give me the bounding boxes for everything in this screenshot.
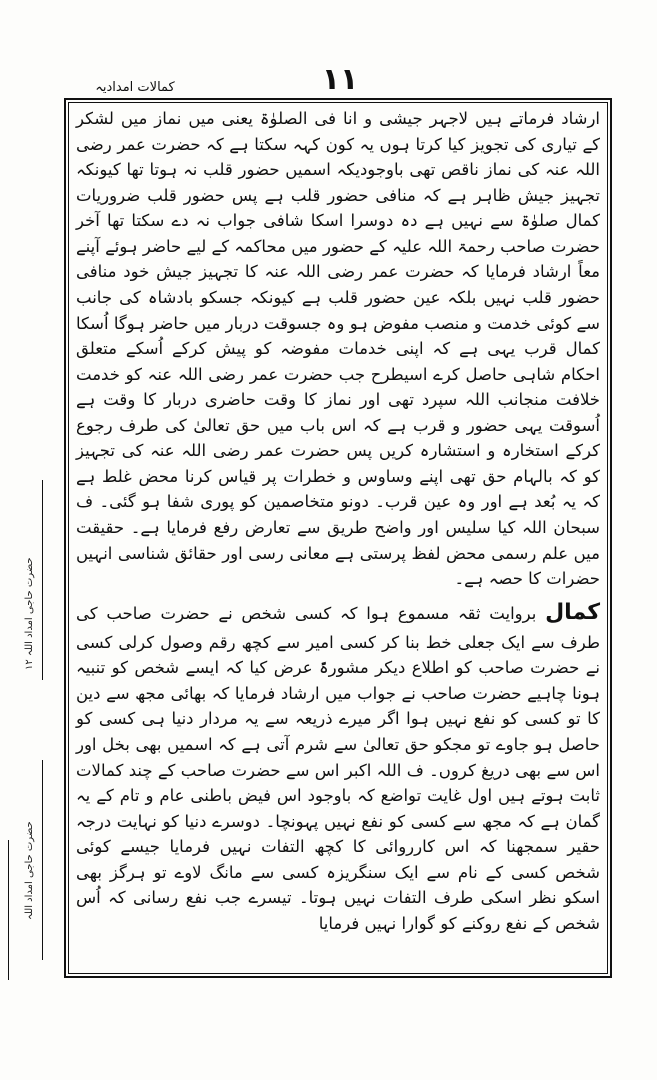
- paragraph: [76, 596, 600, 937]
- running-head: کمالات امدادیہ: [95, 80, 175, 95]
- page-number: ۱۱: [321, 62, 359, 97]
- paragraph: ارشاد فرماتے ہیں لاجہر جیشی و انا فی الصلوٰۃ یعنی میں نماز میں لشکر کے تیاری کی تجویز کیا کرتا ہوں یہ کون کہہ سکتا ہے کہ حضرت عمر رضی اللہ عنہ کی نماز ناقص تھی باوجودیکہ اسمیں حضور قلب نہ ہوتا تھا کیونکہ تجہیز جیش ظاہر ہے کہ منافی حضور قلب ہے پس حضور قلب ضروریات کمال صلوٰۃ سے نہیں ہے دہ دوسرا اسکا شافی جواب نہ دے سکتا تھا آخر حضرت صاحب رحمۃ اللہ علیہ کے حضور میں محاکمہ کے لیے حاضر ہوئے آپنے معاً ارشاد فرمایا کہ حضرت عمر رضی اللہ عنہ کا تجہیز جیش خود منافی حضور قلب نہیں بلکہ عین حضور قلب ہے کیونکہ جسکو بادشاہ کی جانب سے کوئی خدمت و منصب مفوض ہو وہ جسوقت دربار میں حاضر ہوگا اُسکا کمال قرب یہی ہے کہ اپنی خدمات مفوضہ کو پیش کرکے اُسکے متعلق احکام شاہی حاصل کرے اسیطرح جب حضرت عمر رضی اللہ عنہ کو خدمت خلافت منجانب اللہ سپرد تھی اور نماز کا وقت حاضری دربار کا وقت ہے اُسوقت یہی حضور و قرب ہے کہ اس باب میں حق تعالیٰ کی طرف رجوع کرکے استخارہ و استشارہ کریں پس حضرت عمر رضی اللہ عنہ کی تجہیز کو کہ بالہام حق تھی اپنے وساوس و خطرات پر قیاس کرنا محض غلط ہے کہ یہ بُعد ہے اور وہ عین قرب۔ دونو متخاصمین کو پوری شفا ہو گئی۔ ف سبحان اللہ کیا سلیس اور واضح طریق سے تعارض رفع فرمایا ہے۔ حقیقت میں علم رسمی محض لفظ پرستی ہے معانی رسی اور حقائق شناسی انہیں حضرات کا حصہ ہے۔: [76, 109, 600, 589]
- paragraph-text: بروایت ثقہ مسموع ہوا کہ کسی شخص نے حضرت صاحب کی طرف سے ایک جعلی خط بنا کر کسی امیر سے کچھ رقم وصول کرلی کسی نے حضرت صاحب کو اطلاع دیکر مشورۃً عرض کیا کہ ایسے شخص کو تنبیہ ہونا چاہیے حضرت صاحب نے جواب میں ارشاد فرمایا کہ بھائی مجھ سے دین کا تو کسی کو نفع نہیں ہوا اگر میرے ذریعہ سے یہ مردار دنیا ہی کسی کو حاصل ہو جاوے تو مجکو حق تعالیٰ سے شرم آتی ہے کہ اسمیں بھی بخل اور اس سے بھی دریغ کروں۔ ف اللہ اکبر اس سے حضرت صاحب کے چند کمالات ثابت ہوتے ہیں اول غایت تواضع کہ باوجود اس فیض باطنی عام و تام کے یہ گمان ہے کہ مجھ سے کسی کو نفع نہیں پہونچا۔ دوسرے دنیا کو نہایت درجہ حقیر سمجھنا کہ اس کارروائی کا کچھ التفات نہیں فرمایا جیسے کوئی شخص کسی کے نام سے ایک سنگریزہ کسی سے مانگ لاوے تو ہرگز بھی اسکو نظر اسکی طرف التفات نہیں ہوتا۔ تیسرے جب نفع رسانی کہ اُس شخص کے نفع روکنے کو گوارا نہیں فرمایا: [76, 603, 600, 933]
- margin-rule: [8, 840, 9, 980]
- margin-note: ۱۲ حضرت حاجی امداد اللہ: [24, 557, 35, 670]
- margin-note: حضرت حاجی امداد اللہ: [24, 821, 35, 920]
- margin-rule: [42, 480, 43, 680]
- body-text: [76, 106, 600, 941]
- margin-rule: [42, 760, 43, 960]
- section-label: کمال: [545, 599, 600, 625]
